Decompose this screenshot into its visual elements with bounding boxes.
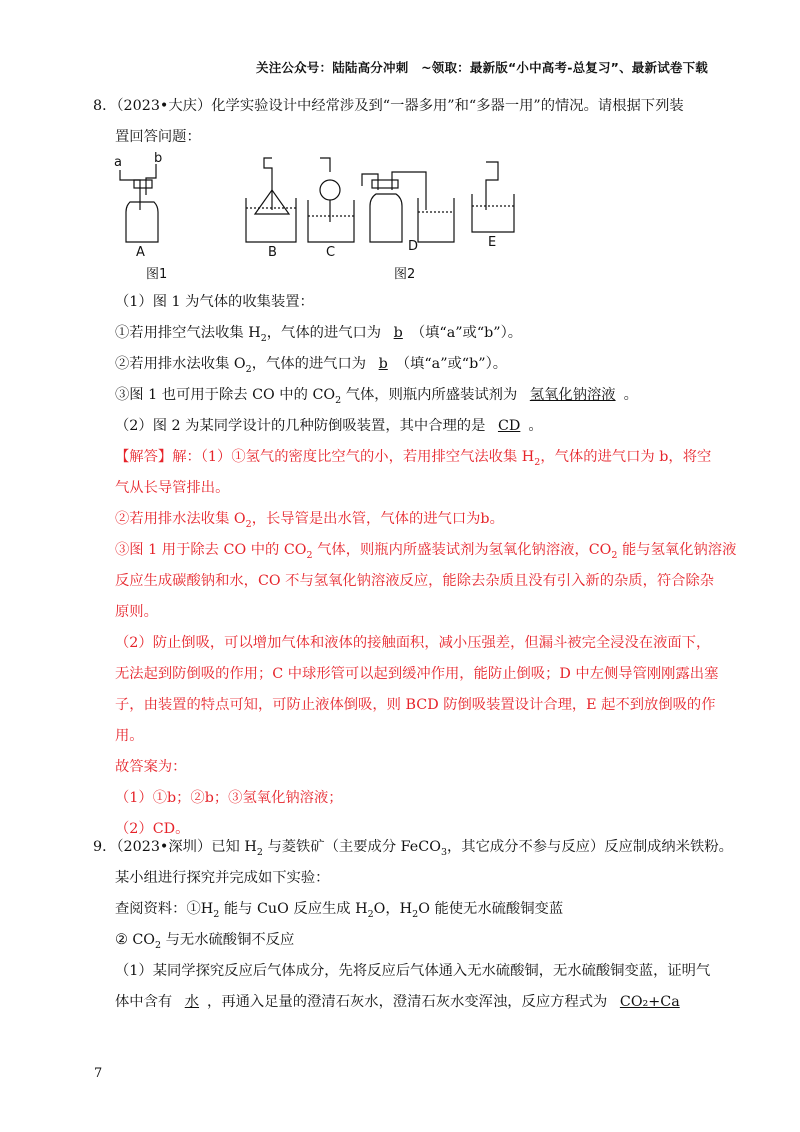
- text: 。: [528, 418, 543, 434]
- label-E: E: [488, 235, 497, 250]
- text: ①若用排空气法收集 H: [115, 325, 261, 341]
- q8-line1: 8．（2023•大庆）化学实验设计中经常涉及到“一器多用”和“多器一用”的情况。请根据下列装: [93, 98, 684, 114]
- text: O，H: [373, 901, 413, 917]
- text: 解：（1）①氢气的密度比空气的小，若用排空气法收集 H: [172, 449, 535, 465]
- answer-blank: b: [378, 356, 388, 372]
- sub: 2: [412, 908, 419, 920]
- sub: 2: [256, 846, 263, 858]
- q8-sub1: [93, 318, 718, 349]
- text: ②若用排水法收集 O: [115, 356, 246, 372]
- text: ，再通入足量的澄清石灰水，澄清石灰水变浑浊，反应方程式为: [207, 994, 612, 1010]
- beaker-c-icon: [308, 158, 354, 242]
- apparatus-figure: [100, 150, 530, 290]
- text: 气体，则瓶内所盛装试剂为: [341, 387, 522, 403]
- text: 无法起到防倒吸的作用；C 中球形管可以起到缓冲作用，能防止倒吸；D 中左侧导管刚刚露出塞: [115, 666, 719, 682]
- text: 能与氢氧化钠溶液: [617, 542, 737, 558]
- text: 气从长导管排出。: [115, 480, 230, 496]
- text: 体中含有: [115, 994, 177, 1010]
- text: 反应生成碳酸钠和水，CO 不与氢氧化钠溶液反应，能除去杂质且没有引入新的杂质，符合除杂: [115, 573, 715, 589]
- apparatus-d-icon: [362, 172, 454, 242]
- text: ，气体的进气口为: [266, 325, 386, 341]
- sub: 2: [611, 549, 618, 561]
- text: ，长导管是出水管，气体的进气口为b。: [251, 511, 504, 527]
- text: （填“a”或“b”）。: [410, 325, 523, 341]
- answer-title: 故答案为：: [115, 759, 187, 775]
- beaker-e-icon: [472, 162, 514, 232]
- page-header: 关注公众号：陆陆高分冲刺 ~领取：最新版“小中高考-总复习”、最新试卷下载: [256, 60, 708, 75]
- sub: 2: [534, 456, 541, 468]
- sub: 3: [440, 846, 447, 858]
- text: （填“a”或“b”）。: [395, 356, 508, 372]
- text: 与无水硫酸铜不反应: [161, 932, 295, 948]
- q8-body: [93, 287, 737, 845]
- sub: 2: [367, 908, 374, 920]
- sub: 2: [245, 518, 252, 530]
- question-9: [93, 832, 733, 1018]
- label-A: A: [136, 245, 145, 260]
- text: ，气体的进气口为 b，将空: [540, 449, 712, 465]
- beaker-b-icon: [246, 158, 296, 242]
- sub: 2: [306, 549, 313, 561]
- q8-part1: （1）图 1 为气体的收集装置：: [115, 294, 314, 310]
- text: ②若用排水法收集 O: [115, 511, 246, 527]
- label-D: D: [408, 239, 419, 254]
- text: ② CO: [115, 932, 156, 948]
- sub: 2: [213, 908, 220, 920]
- label-C: C: [326, 245, 336, 260]
- text: 查阅资料：①H: [115, 901, 214, 917]
- sub: 2: [335, 394, 342, 406]
- label-b: b: [154, 151, 163, 166]
- text: 气体，则瓶内所盛装试剂为氢氧化钠溶液，CO: [312, 542, 612, 558]
- text: ，气体的进气口为: [251, 356, 371, 372]
- text: 用。: [115, 728, 144, 744]
- answer-line: （2）CD。: [115, 821, 190, 837]
- answer-blank: 氢氧化钠溶液: [529, 387, 616, 403]
- text: 与菱铁矿（主要成分 FeCO: [262, 839, 441, 855]
- solution: [93, 442, 737, 845]
- label-B: B: [268, 245, 277, 260]
- text: （1）某同学探究反应后气体成分，先将反应后气体通入无水硫酸铜，无水硫酸铜变蓝，证明气: [115, 963, 711, 979]
- text: 某小组进行探究并完成如下实验：: [115, 870, 330, 886]
- answer-blank: CO₂+Ca: [619, 994, 680, 1010]
- text: 原则。: [115, 604, 158, 620]
- q8-sub3: [93, 380, 718, 411]
- text: 子，由装置的特点可知，可防止液体倒吸，则 BCD 防倒吸装置设计合理，E 起不到放倒吸的作: [115, 697, 716, 713]
- label-a: a: [114, 155, 122, 170]
- answer-blank: b: [393, 325, 403, 341]
- q8-line2: 置回答问题：: [115, 129, 201, 145]
- text: 能与 CuO 反应生成 H: [219, 901, 368, 917]
- sub: 2: [260, 332, 267, 344]
- page-number: 7: [94, 1066, 103, 1081]
- text: （2）图 2 为某同学设计的几种防倒吸装置，其中合理的是: [115, 418, 490, 434]
- text: （2）防止倒吸，可以增加气体和液体的接触面积，减小压强差，但漏斗被完全浸没在液面下，: [115, 635, 711, 651]
- bottle-a-icon: [120, 164, 158, 242]
- q8-part2: [93, 411, 718, 442]
- answer-blank: CD: [497, 418, 521, 434]
- fig2-caption: 图2: [394, 267, 416, 282]
- answer-line: （1）①b；②b；③氢氧化钠溶液；: [115, 790, 343, 806]
- text: 9．（2023•深圳）已知 H: [93, 839, 257, 855]
- fig1-caption: 图1: [146, 267, 168, 282]
- text: 。: [623, 387, 638, 403]
- text: O 能使无水硫酸铜变蓝: [418, 901, 564, 917]
- q8-sub2: [93, 349, 718, 380]
- answer-blank: 水: [184, 994, 200, 1010]
- sub: 2: [155, 939, 162, 951]
- text: ，其它成分不参与反应）反应制成纳米铁粉。: [446, 839, 733, 855]
- solution-tag: 【解答】: [115, 449, 173, 465]
- text: ③图 1 用于除去 CO 中的 CO: [115, 542, 307, 558]
- question-8: [93, 91, 718, 153]
- sub: 2: [245, 363, 252, 375]
- text: ③图 1 也可用于除去 CO 中的 CO: [115, 387, 336, 403]
